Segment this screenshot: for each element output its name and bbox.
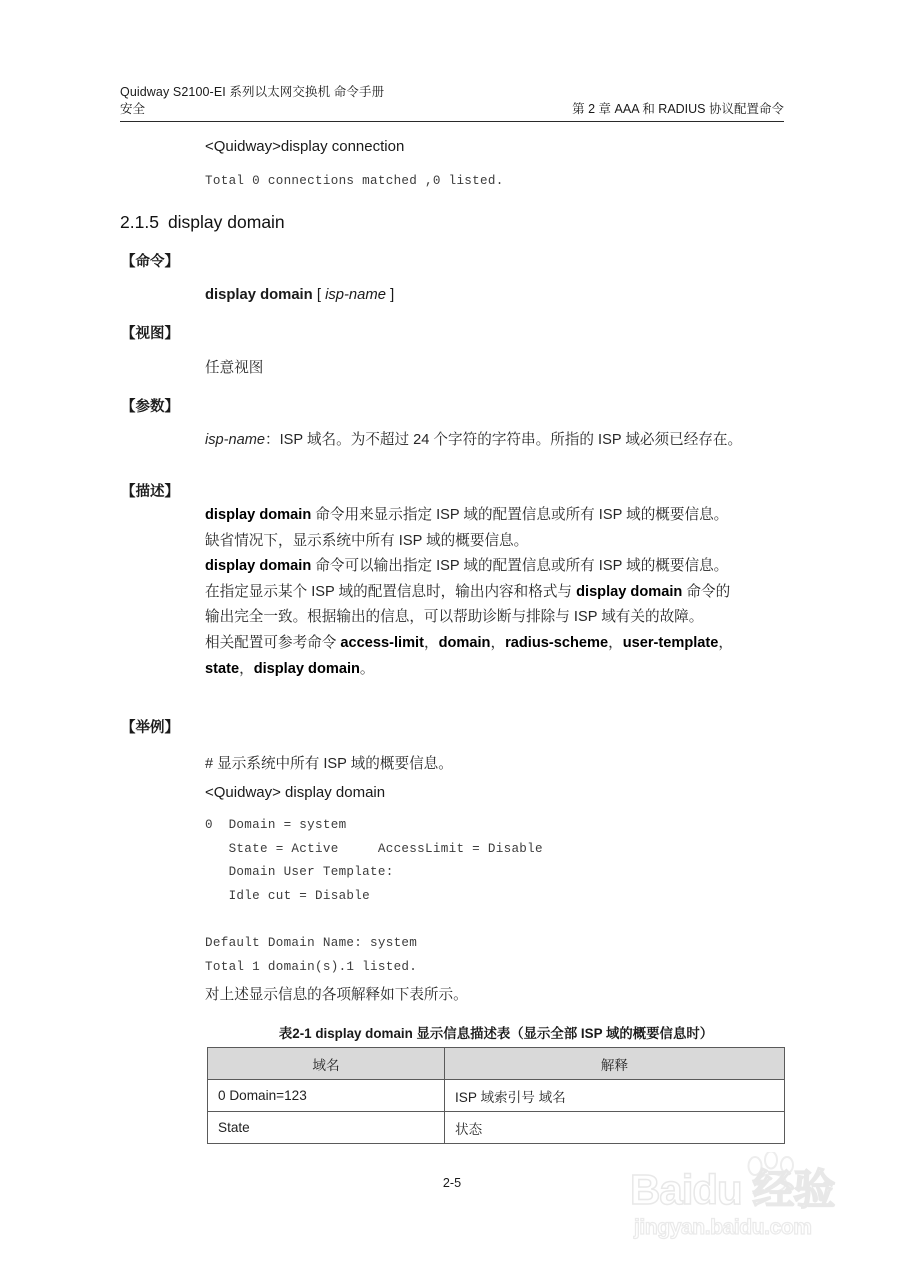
- display-connection-example: [205, 137, 815, 157]
- description-paragraph-1: [205, 503, 815, 529]
- table-row: [208, 1112, 785, 1144]
- description-table: [207, 1047, 785, 1144]
- cli-output-blank-line: [205, 908, 815, 932]
- desc-sep-2: ，: [490, 634, 506, 651]
- table-cell-domain: 0 Domain=123: [208, 1080, 445, 1112]
- command-syntax-param: isp-name: [325, 287, 386, 303]
- parameter-name: isp-name: [205, 432, 266, 448]
- header-divider: [120, 121, 784, 122]
- label-command: 【命令】: [121, 254, 179, 270]
- example-prompt-block: [205, 783, 815, 803]
- cli-output-line: Total 1 domain(s).1 listed.: [205, 959, 418, 974]
- command-syntax: [205, 285, 815, 306]
- cli-output-line: Idle cut = Disable: [205, 888, 371, 903]
- label-parameter: 【参数】: [121, 399, 179, 415]
- section-number: 2.1.5: [120, 212, 159, 232]
- display-connection-output-block: [205, 170, 815, 194]
- command-syntax-bracket-open: [: [316, 287, 321, 303]
- description-paragraph-2: [205, 529, 815, 555]
- table-header-explanation: 解释: [445, 1048, 785, 1080]
- desc-sep-5: ，: [239, 660, 254, 677]
- header-second-line: [120, 101, 784, 118]
- page-number: 2-5: [442, 1176, 462, 1190]
- example-comment: # 显示系统中所有 ISP 域的概要信息。: [205, 756, 453, 772]
- page-header: [120, 84, 784, 118]
- baidu-watermark: [630, 1152, 892, 1258]
- header-subject: 安全: [120, 102, 146, 116]
- example-after-text-block: [205, 983, 815, 1009]
- view-text: 任意视图: [205, 360, 264, 376]
- desc-p1-text: 命令用来显示指定 ISP 域的配置信息或所有 ISP 域的概要信息。: [311, 507, 729, 523]
- cli-output-line: Default Domain Name: system: [205, 935, 418, 950]
- parameter-line: [205, 428, 815, 454]
- display-connection-prompt: <Quidway>display connection: [205, 138, 405, 155]
- command-syntax-keyword: display domain: [205, 287, 313, 303]
- desc-ref-access-limit: access-limit: [340, 634, 424, 651]
- command-syntax-block: [205, 285, 815, 306]
- desc-sep-4: ，: [718, 634, 734, 651]
- parameter-block: [205, 428, 815, 454]
- example-comment-block: [205, 752, 815, 778]
- display-connection-output: Total 0 connections matched ,0 listed.: [205, 174, 504, 188]
- label-description: 【描述】: [121, 484, 179, 500]
- desc-ref-domain: domain: [438, 634, 491, 651]
- table-caption: 表2-1 display domain 显示信息描述表（显示全部 ISP 域的概要信息时）: [278, 1026, 714, 1041]
- desc-p3-command: display domain: [205, 558, 312, 575]
- table-cell-explanation: ISP 域索引号 域名: [445, 1080, 785, 1112]
- table-header-domain: 域名: [208, 1048, 445, 1080]
- desc-ref-user-template: user-template: [622, 634, 719, 651]
- section-title: display domain: [167, 212, 285, 232]
- parameter-description: ：ISP 域名。为不超过 24 个字符的字符串。所指的 ISP 域必须已经存在。: [265, 432, 743, 448]
- header-chapter: 第 2 章 AAA 和 RADIUS 协议配置命令: [572, 102, 784, 116]
- header-manual-title: Quidway S2100-EI 系列以太网交换机 命令手册: [120, 85, 385, 99]
- desc-p3-text: 命令可以输出指定 ISP 域的配置信息或所有 ISP 域的概要信息。: [311, 558, 729, 575]
- table-cell-domain: State: [208, 1112, 445, 1144]
- cli-output-line: Domain User Template:: [205, 865, 394, 880]
- desc-p5-text: 输出完全一致。根据输出的信息，可以帮助诊断与排除与 ISP 域有关的故障。: [205, 609, 704, 626]
- label-example: 【举例】: [121, 720, 179, 736]
- desc-p4-command: display domain: [576, 583, 683, 600]
- view-block: [205, 356, 815, 382]
- section-heading: [120, 210, 285, 234]
- example-prompt: <Quidway> display domain: [205, 784, 386, 801]
- desc-period: 。: [359, 660, 375, 677]
- desc-ref-state: state: [205, 660, 240, 677]
- example-output-block: [205, 814, 815, 979]
- example-after-text: 对上述显示信息的各项解释如下表所示。: [205, 987, 468, 1003]
- description-block: [205, 503, 815, 682]
- description-paragraph-3: [205, 554, 815, 631]
- watermark-url: jingyan.baidu.com: [634, 1216, 812, 1239]
- desc-p2-text: 缺省情况下，显示系统中所有 ISP 域的概要信息。: [205, 532, 529, 549]
- desc-p6-text: 相关配置可参考命令: [205, 634, 341, 651]
- cli-output-line: 0 Domain = system: [205, 818, 347, 832]
- desc-p4-text-b: 命令的: [682, 583, 731, 600]
- desc-ref-display-domain: display domain: [253, 660, 360, 677]
- desc-sep-1: ，: [423, 634, 439, 651]
- desc-sep-3: ，: [608, 634, 623, 651]
- watermark-title: Baidu 经验: [630, 1166, 835, 1213]
- description-paragraph-4: [205, 631, 815, 682]
- table-header-row: [208, 1048, 785, 1080]
- desc-p4-text-a: 在指定显示某个 ISP 域的配置信息时，输出内容和格式与: [205, 583, 577, 600]
- table-row: [208, 1080, 785, 1112]
- table-cell-explanation: 状态: [445, 1112, 785, 1144]
- cli-output-line: State = Active AccessLimit = Disable: [205, 841, 543, 856]
- desc-ref-radius-scheme: radius-scheme: [505, 634, 609, 651]
- label-view: 【视图】: [121, 326, 179, 342]
- command-syntax-bracket-close: ]: [390, 287, 395, 303]
- desc-p1-command: display domain: [205, 507, 312, 523]
